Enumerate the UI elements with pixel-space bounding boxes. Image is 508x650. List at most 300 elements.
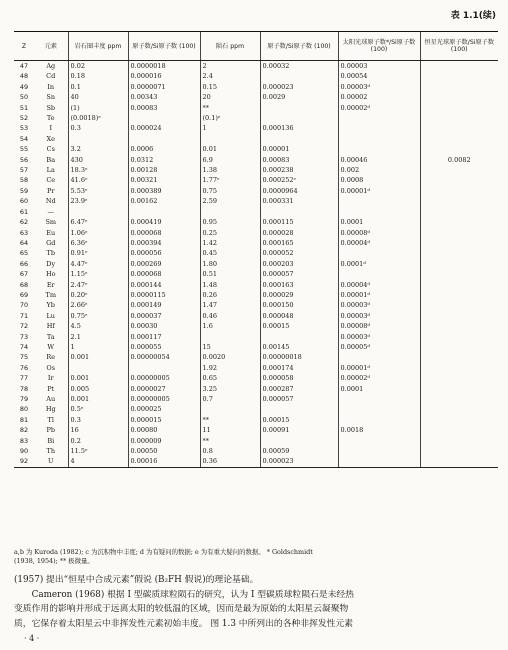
cell-stellar	[420, 82, 498, 92]
table-row	[14, 123, 498, 133]
cell-lith-ppm: 2.66ᵉ	[68, 300, 128, 310]
cell-z: 48	[19, 72, 29, 81]
cell-met-ppm: 0.25	[200, 228, 260, 238]
table-row	[14, 446, 498, 456]
table-row	[14, 436, 498, 446]
cell-lith-ratio: 0.000394	[128, 238, 200, 248]
cell-solar: 0.00001ᵈ	[338, 290, 420, 300]
cell-lith-ppm: 4.47ᵉ	[68, 259, 128, 269]
cell-stellar	[420, 384, 498, 394]
cell-met-ratio: 0.000052	[260, 248, 338, 258]
cell-met-ratio: 0.000048	[260, 311, 338, 321]
cell-lith-ppm: 2.1	[68, 332, 128, 342]
cell-z: 53	[19, 124, 29, 133]
cell-met-ppm: 11	[200, 425, 260, 435]
cell-met-ratio: 0.0029	[260, 92, 338, 102]
cell-z: 63	[19, 228, 29, 237]
header-stellar: 恒星光球原子数/Si原子数(100)	[420, 32, 498, 61]
cell-met-ratio: 0.000057	[260, 394, 338, 404]
cell-stellar	[420, 321, 498, 331]
cell-element: Sn	[46, 93, 56, 102]
cell-stellar	[420, 217, 498, 227]
cell-met-ppm	[200, 134, 260, 144]
cell-lith-ratio: 0.000037	[128, 311, 200, 321]
table-row	[14, 217, 498, 227]
cell-stellar: 0.0082	[420, 155, 498, 165]
cell-solar: 0.00003ᵈ	[338, 332, 420, 342]
table-row	[14, 238, 498, 248]
cell-lith-ppm: 4	[68, 456, 128, 467]
cell-z: 52	[19, 114, 29, 123]
cell-z: 76	[19, 363, 29, 372]
cell-met-ratio: 0.00059	[260, 446, 338, 456]
cell-met-ppm: 0.51	[200, 269, 260, 279]
cell-solar	[338, 352, 420, 362]
cell-element: Ho	[45, 270, 56, 279]
table-body	[14, 61, 498, 468]
cell-lith-ppm	[68, 134, 128, 144]
cell-lith-ppm: 0.3	[68, 415, 128, 425]
cell-lith-ratio: 0.00083	[128, 103, 200, 113]
cell-met-ratio	[260, 134, 338, 144]
cell-z: 80	[19, 405, 29, 414]
cell-element: Th	[46, 447, 56, 456]
cell-z: 50	[19, 93, 29, 102]
cell-lith-ppm: 0.1	[68, 82, 128, 92]
cell-met-ratio: 0.000023	[260, 82, 338, 92]
table-row	[14, 394, 498, 404]
cell-met-ratio: 0.000287	[260, 384, 338, 394]
body-line: 变质作用的影响并形成于远离太阳的较低温的区域，因而是最为原始的太阳星云凝聚物	[14, 604, 349, 614]
cell-solar: 0.0018	[338, 425, 420, 435]
cell-stellar	[420, 196, 498, 206]
cell-lith-ppm: 0.18	[68, 71, 128, 81]
cell-lith-ppm: 0.001	[68, 394, 128, 404]
header-solar: 太阳光球原子数*/Si原子数(100)	[338, 32, 420, 61]
cell-z: 54	[19, 134, 29, 143]
table-row	[14, 113, 498, 123]
cell-stellar	[420, 311, 498, 321]
cell-element: I	[49, 124, 53, 133]
cell-element: Xe	[46, 134, 55, 143]
table-row	[14, 207, 498, 217]
cell-stellar	[420, 415, 498, 425]
cell-stellar	[420, 175, 498, 185]
cell-stellar	[420, 113, 498, 123]
cell-met-ppm: 0.36	[200, 456, 260, 467]
cell-z: 81	[19, 415, 29, 424]
cell-met-ppm: 1	[200, 123, 260, 133]
cell-element: Sm	[45, 218, 57, 227]
cell-element: Bi	[47, 436, 55, 445]
cell-met-ppm: 0.8	[200, 446, 260, 456]
cell-lith-ratio: 0.000015	[128, 415, 200, 425]
cell-element: Re	[46, 353, 56, 362]
cell-met-ppm: 20	[200, 92, 260, 102]
table-row	[14, 363, 498, 373]
cell-lith-ppm: 11.5ᵉ	[68, 446, 128, 456]
cell-stellar	[420, 332, 498, 342]
table-row	[14, 332, 498, 342]
cell-met-ppm: 3.25	[200, 384, 260, 394]
cell-met-ppm: 1.42	[200, 238, 260, 248]
header-met-ratio: 原子数/Si原子数 (100)	[260, 32, 338, 61]
cell-z: 57	[19, 166, 29, 175]
cell-element: Ba	[46, 155, 56, 164]
cell-lith-ratio: 0.000419	[128, 217, 200, 227]
cell-lith-ratio: 0.0006	[128, 144, 200, 154]
cell-lith-ratio: 0.000068	[128, 228, 200, 238]
cell-solar: 0.00004ᵈ	[338, 238, 420, 248]
cell-element: Ir	[47, 374, 54, 383]
cell-met-ratio: 0.00091	[260, 425, 338, 435]
table-row	[14, 134, 498, 144]
table-row	[14, 228, 498, 238]
cell-met-ppm: 1.92	[200, 363, 260, 373]
footnote-line: a,b 为 Kuroda (1982); c 为沉积物中丰度; d 为有疑问的数据; e 为有重大疑问的数据。 * Goldschmidt	[14, 548, 313, 556]
cell-solar: 0.00003ᵈ	[338, 82, 420, 92]
cell-element: Pr	[47, 186, 55, 195]
cell-element: La	[46, 166, 55, 175]
cell-lith-ratio: 0.000024	[128, 123, 200, 133]
table-row	[14, 144, 498, 154]
cell-z: 77	[19, 374, 29, 383]
cell-stellar	[420, 352, 498, 362]
cell-stellar	[420, 456, 498, 467]
table-row	[14, 415, 498, 425]
cell-lith-ppm: 1.15ᵉ	[68, 269, 128, 279]
cell-element: —	[47, 207, 54, 216]
cell-solar	[338, 113, 420, 123]
cell-z: 49	[19, 82, 29, 91]
cell-element: Gd	[46, 238, 56, 247]
cell-solar: 0.00054	[338, 71, 420, 81]
table-row	[14, 269, 498, 279]
cell-met-ppm: 0.0020	[200, 352, 260, 362]
table-row	[14, 280, 498, 290]
cell-z: 78	[19, 384, 29, 393]
cell-solar	[338, 144, 420, 154]
cell-element: In	[47, 82, 55, 91]
cell-solar: 0.00003	[338, 61, 420, 72]
cell-stellar	[420, 92, 498, 102]
table-row	[14, 259, 498, 269]
cell-lith-ratio: 0.00016	[128, 456, 200, 467]
cell-met-ratio: 0.000331	[260, 196, 338, 206]
cell-stellar	[420, 363, 498, 373]
cell-met-ppm: 0.46	[200, 311, 260, 321]
cell-lith-ppm: 0.001	[68, 352, 128, 362]
cell-z: 51	[19, 103, 29, 112]
cell-z: 71	[19, 311, 29, 320]
cell-lith-ratio: 0.000149	[128, 300, 200, 310]
cell-met-ratio: 0.00001	[260, 144, 338, 154]
cell-element: Ce	[46, 176, 56, 185]
cell-solar	[338, 123, 420, 133]
cell-lith-ppm: 0.75ᵉ	[68, 311, 128, 321]
cell-stellar	[420, 446, 498, 456]
cell-element: Cd	[46, 72, 56, 81]
cell-met-ppm: 1.47	[200, 300, 260, 310]
cell-stellar	[420, 134, 498, 144]
cell-solar: 0.00046	[338, 155, 420, 165]
cell-met-ppm: **	[200, 415, 260, 425]
cell-met-ppm: 6.9	[200, 155, 260, 165]
cell-element: Hf	[46, 322, 55, 331]
table-row	[14, 248, 498, 258]
cell-element: Yb	[46, 301, 55, 310]
header-lithosphere: 岩石圈丰度 ppm	[68, 32, 128, 61]
cell-z: 83	[19, 436, 29, 445]
cell-met-ratio: 0.000029	[260, 290, 338, 300]
cell-lith-ppm: 40	[68, 92, 128, 102]
table-row	[14, 456, 498, 467]
cell-lith-ppm: 5.53ᵉ	[68, 186, 128, 196]
table-row	[14, 300, 498, 310]
cell-lith-ppm: 0.2	[68, 436, 128, 446]
cell-solar: 0.00008ᵈ	[338, 321, 420, 331]
cell-met-ppm: 0.75	[200, 186, 260, 196]
cell-lith-ppm: 0.001	[68, 373, 128, 383]
cell-z: 47	[19, 62, 29, 70]
cell-lith-ratio: 0.000016	[128, 71, 200, 81]
abundance-table	[14, 31, 498, 468]
body-line: 质，它保存着太阳星云中非挥发性元素初始丰度。 图 1.3 中所列出的各种非挥发性元素	[14, 618, 354, 629]
table-row	[14, 384, 498, 394]
cell-met-ppm: 1.6	[200, 321, 260, 331]
cell-z: 61	[19, 207, 29, 216]
cell-met-ratio: 0.000238	[260, 165, 338, 175]
cell-stellar	[420, 290, 498, 300]
cell-lith-ratio	[128, 363, 200, 373]
cell-z: 55	[19, 145, 29, 154]
cell-stellar	[420, 373, 498, 383]
cell-solar: 0.00001ᵈ	[338, 363, 420, 373]
cell-lith-ratio: 0.00050	[128, 446, 200, 456]
table-row	[14, 196, 498, 206]
cell-met-ratio: 0.000163	[260, 280, 338, 290]
cell-lith-ratio: 0.00000054	[128, 352, 200, 362]
cell-met-ppm: 0.15	[200, 82, 260, 92]
cell-stellar	[420, 436, 498, 446]
cell-stellar	[420, 300, 498, 310]
cell-stellar	[420, 259, 498, 269]
cell-z: 79	[19, 395, 29, 403]
cell-element: Te	[46, 114, 55, 123]
table-row	[14, 165, 498, 175]
cell-stellar	[420, 207, 498, 217]
cell-solar	[338, 134, 420, 144]
cell-met-ratio: 0.00015	[260, 415, 338, 425]
cell-lith-ratio: 0.000056	[128, 248, 200, 258]
cell-element: Pb	[46, 426, 56, 435]
cell-met-ratio	[260, 113, 338, 123]
cell-lith-ratio: 0.000009	[128, 436, 200, 446]
cell-element: Nd	[45, 197, 56, 206]
cell-element: W	[47, 342, 55, 351]
cell-element: Tb	[46, 249, 55, 258]
header-lith-ratio: 原子数/Si原子数 (100)	[128, 32, 200, 61]
cell-stellar	[420, 228, 498, 238]
cell-element: Os	[46, 363, 56, 372]
cell-lith-ratio: 0.00343	[128, 92, 200, 102]
table-row	[14, 186, 498, 196]
cell-met-ppm: **	[200, 103, 260, 113]
cell-solar	[338, 248, 420, 258]
cell-solar: 0.0001ᵈ	[338, 259, 420, 269]
cell-lith-ratio: 0.0000071	[128, 82, 200, 92]
table-row	[14, 175, 498, 185]
table-row	[14, 61, 498, 72]
cell-lith-ratio	[128, 113, 200, 123]
cell-lith-ratio: 0.000389	[128, 186, 200, 196]
cell-solar: 0.0001	[338, 217, 420, 227]
cell-solar: 0.002	[338, 165, 420, 175]
table-row	[14, 425, 498, 435]
header-z: Z	[14, 32, 34, 61]
cell-met-ppm: 0.45	[200, 248, 260, 258]
cell-element: Cs	[46, 145, 55, 154]
cell-element: Hg	[45, 405, 56, 414]
table-row	[14, 404, 498, 414]
cell-met-ratio	[260, 103, 338, 113]
cell-element: Ta	[46, 332, 55, 341]
cell-element: Au	[46, 395, 56, 403]
table-row	[14, 155, 498, 165]
cell-z: 65	[19, 249, 29, 258]
cell-element: Er	[46, 280, 55, 289]
cell-stellar	[420, 186, 498, 196]
table-header-row	[14, 32, 498, 61]
cell-met-ratio: 0.000136	[260, 123, 338, 133]
cell-met-ppm: 0.65	[200, 373, 260, 383]
cell-stellar	[420, 103, 498, 113]
cell-lith-ppm: 0.005	[68, 384, 128, 394]
cell-lith-ppm: 23.9ᵉ	[68, 196, 128, 206]
cell-lith-ratio: 0.0000115	[128, 290, 200, 300]
cell-z: 60	[19, 197, 29, 206]
cell-element: Tl	[47, 415, 54, 424]
cell-solar	[338, 415, 420, 425]
cell-met-ppm: 1.80	[200, 259, 260, 269]
cell-lith-ppm: 1.06ᵉ	[68, 228, 128, 238]
cell-lith-ratio: 0.000025	[128, 404, 200, 414]
cell-lith-ratio: 0.00162	[128, 196, 200, 206]
cell-stellar	[420, 238, 498, 248]
cell-met-ratio: 0.000174	[260, 363, 338, 373]
cell-lith-ratio: 0.000055	[128, 342, 200, 352]
cell-met-ppm: (0.1)ᵉ	[200, 113, 260, 123]
cell-lith-ppm: 6.47ᵉ	[68, 217, 128, 227]
cell-z: 72	[19, 322, 29, 331]
cell-element: Tm	[45, 290, 56, 299]
cell-lith-ppm: (1)	[68, 103, 128, 113]
cell-element: Eu	[46, 228, 56, 237]
cell-lith-ppm: 430	[68, 155, 128, 165]
cell-solar: 0.00001ᵈ	[338, 186, 420, 196]
table-row	[14, 92, 498, 102]
cell-met-ratio: 0.000252ᵉ	[260, 175, 338, 185]
cell-solar	[338, 456, 420, 467]
cell-met-ratio: 0.00000018	[260, 352, 338, 362]
cell-lith-ppm: 6.36ᵉ	[68, 238, 128, 248]
cell-element: Ag	[46, 62, 56, 70]
cell-lith-ratio: 0.00080	[128, 425, 200, 435]
cell-solar: 0.00003ᵈ	[338, 311, 420, 321]
table-row	[14, 71, 498, 81]
cell-lith-ppm: 0.5ᵉ	[68, 404, 128, 414]
cell-z: 82	[19, 426, 29, 435]
cell-lith-ratio: 0.00000005	[128, 373, 200, 383]
header-meteorite: 陨石 ppm	[200, 32, 260, 61]
cell-solar: 0.0008	[338, 175, 420, 185]
cell-lith-ppm: 41.6ᵉ	[68, 175, 128, 185]
table-row	[14, 352, 498, 362]
cell-element: U	[34, 456, 68, 467]
cell-stellar	[420, 144, 498, 154]
cell-lith-ratio: 0.00030	[128, 321, 200, 331]
cell-met-ppm: 1.77ᵉ	[200, 175, 260, 185]
cell-solar	[338, 404, 420, 414]
cell-lith-ppm: 3.2	[68, 144, 128, 154]
cell-met-ratio	[260, 71, 338, 81]
cell-stellar	[420, 123, 498, 133]
cell-lith-ratio: 0.00321	[128, 175, 200, 185]
cell-met-ppm: 0.95	[200, 217, 260, 227]
cell-solar: 0.0001	[338, 384, 420, 394]
cell-z: 66	[19, 259, 29, 268]
cell-met-ppm	[200, 332, 260, 342]
cell-solar	[338, 436, 420, 446]
cell-z: 68	[19, 280, 29, 289]
cell-lith-ratio: 0.000068	[128, 269, 200, 279]
cell-z: 75	[19, 353, 29, 362]
cell-met-ratio: 0.000150	[260, 300, 338, 310]
cell-solar	[338, 196, 420, 206]
cell-stellar	[420, 165, 498, 175]
cell-z: 73	[19, 332, 29, 341]
cell-z: 64	[19, 238, 29, 247]
table-row	[14, 103, 498, 113]
cell-stellar	[420, 280, 498, 290]
cell-lith-ppm: 0.3	[68, 123, 128, 133]
cell-met-ratio: 0.0000964	[260, 186, 338, 196]
cell-met-ppm: 1.38	[200, 165, 260, 175]
cell-met-ratio	[260, 332, 338, 342]
cell-met-ppm: **	[200, 436, 260, 446]
cell-z: 58	[19, 176, 29, 185]
table-row	[14, 321, 498, 331]
cell-met-ppm: 2.4	[200, 71, 260, 81]
cell-z: 69	[19, 290, 29, 299]
cell-met-ratio	[260, 436, 338, 446]
cell-lith-ratio	[128, 134, 200, 144]
cell-lith-ppm: 18.3ᵉ	[68, 165, 128, 175]
table-row	[14, 290, 498, 300]
table-title: 表 1.1(续)	[450, 11, 496, 21]
cell-met-ratio: 0.000165	[260, 238, 338, 248]
cell-met-ppm: 1.48	[200, 280, 260, 290]
body-line: Cameron (1968) 根据 I 型碳质球粒陨石的研究，认为 I 型碳质球粒陨石是未经热	[14, 589, 354, 600]
cell-solar	[338, 394, 420, 404]
table-row	[14, 311, 498, 321]
cell-met-ppm: 2.59	[200, 196, 260, 206]
cell-lith-ppm: 0.20ᵉ	[68, 290, 128, 300]
cell-solar: 0.00002	[338, 92, 420, 102]
cell-z: 90	[19, 447, 29, 456]
table-row	[14, 373, 498, 383]
page-number: · 4 ·	[24, 634, 40, 643]
